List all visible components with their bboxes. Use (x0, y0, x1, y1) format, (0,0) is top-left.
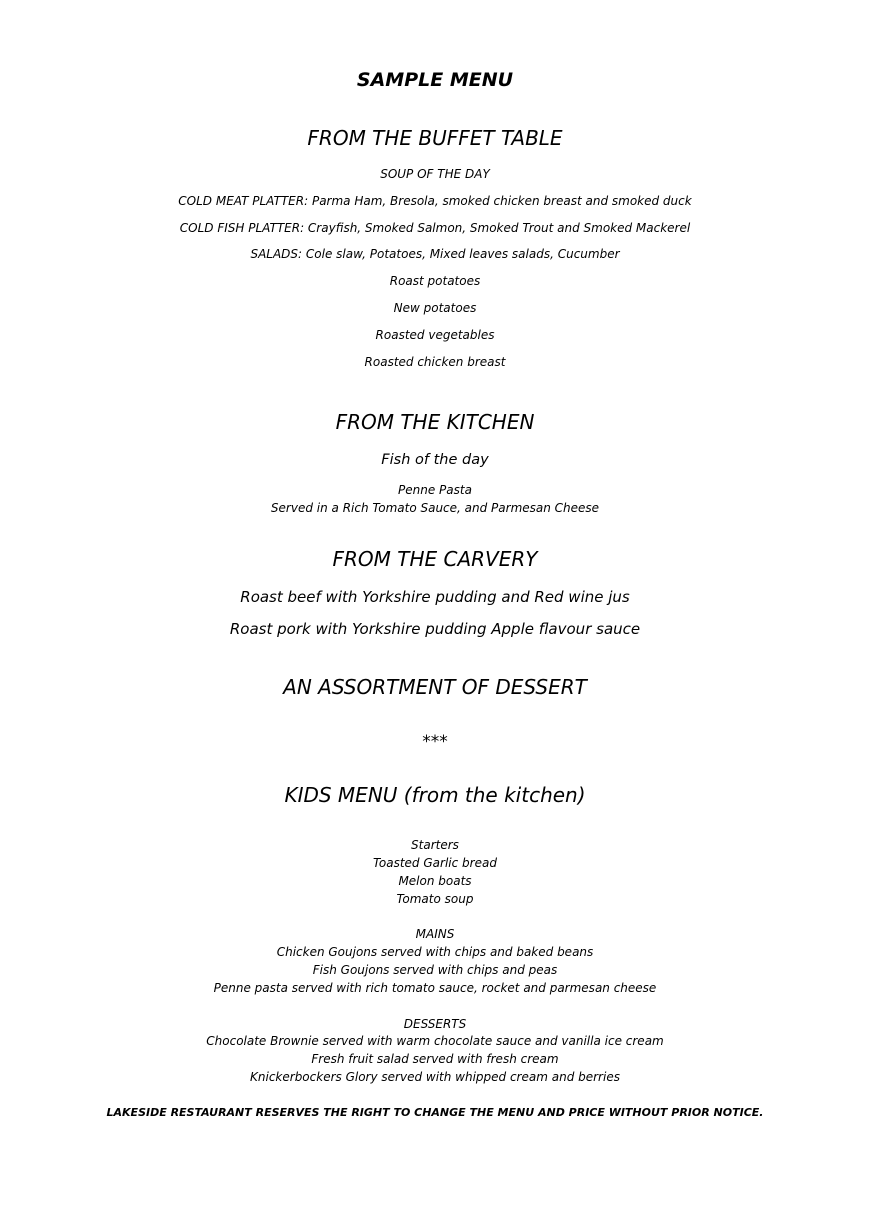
kitchen-item-fish: Fish of the day (381, 452, 489, 468)
kids-dessert-item: Knickerbockers Glory served with whipped cream and berries (250, 1070, 620, 1084)
dessert-heading: AN ASSORTMENT OF DESSERT (283, 675, 587, 699)
buffet-item-roasted-vegetables: Roasted vegetables (375, 328, 495, 342)
kids-dessert-item: Chocolate Brownie served with warm chocolate sauce and vanilla ice cream (206, 1034, 664, 1048)
buffet-item-roast-potatoes: Roast potatoes (389, 274, 481, 288)
kids-heading: KIDS MENU (from the kitchen) (284, 783, 586, 807)
buffet-item-roasted-chicken: Roasted chicken breast (364, 355, 506, 369)
buffet-item-cold-meat: COLD MEAT PLATTER: Parma Ham, Bresola, smoked chicken breast and smoked duck (178, 194, 692, 208)
kitchen-heading: FROM THE KITCHEN (335, 410, 535, 434)
kids-starter-item: Melon boats (398, 874, 472, 888)
kitchen-item-pasta-name: Penne Pasta (398, 483, 472, 497)
kids-mains-label: MAINS (415, 927, 455, 941)
disclaimer-notice: LAKESIDE RESTAURANT RESERVES THE RIGHT TO CHANGE THE MENU AND PRICE WITHOUT PRIOR NOTICE. (106, 1106, 764, 1119)
kids-main-item: Penne pasta served with rich tomato sauce, rocket and parmesan cheese (213, 981, 657, 995)
buffet-item-new-potatoes: New potatoes (393, 301, 477, 315)
buffet-heading: FROM THE BUFFET TABLE (307, 126, 563, 150)
buffet-item-salads: SALADS: Cole slaw, Potatoes, Mixed leaves salads, Cucumber (250, 247, 620, 261)
kids-main-item: Chicken Goujons served with chips and baked beans (276, 945, 594, 959)
carvery-item-pork: Roast pork with Yorkshire pudding Apple flavour sauce (229, 620, 641, 638)
carvery-heading: FROM THE CARVERY (332, 547, 538, 571)
kids-main-item: Fish Goujons served with chips and peas (312, 963, 558, 977)
carvery-item-beef: Roast beef with Yorkshire pudding and Red wine jus (240, 588, 630, 606)
page-title: SAMPLE MENU (356, 69, 514, 91)
kids-desserts-label: DESSERTS (403, 1017, 467, 1031)
kids-starter-item: Tomato soup (396, 892, 474, 906)
kids-starters-label: Starters (411, 838, 459, 852)
kitchen-item-pasta-desc: Served in a Rich Tomato Sauce, and Parmesan Cheese (270, 501, 600, 515)
kids-starter-item: Toasted Garlic bread (373, 856, 497, 870)
kids-dessert-item: Fresh fruit salad served with fresh cream (311, 1052, 559, 1066)
buffet-item-soup: SOUP OF THE DAY (380, 167, 490, 181)
buffet-item-cold-fish: COLD FISH PLATTER: Crayfish, Smoked Salmon, Smoked Trout and Smoked Mackerel (179, 221, 691, 235)
section-divider: *** (422, 732, 448, 752)
